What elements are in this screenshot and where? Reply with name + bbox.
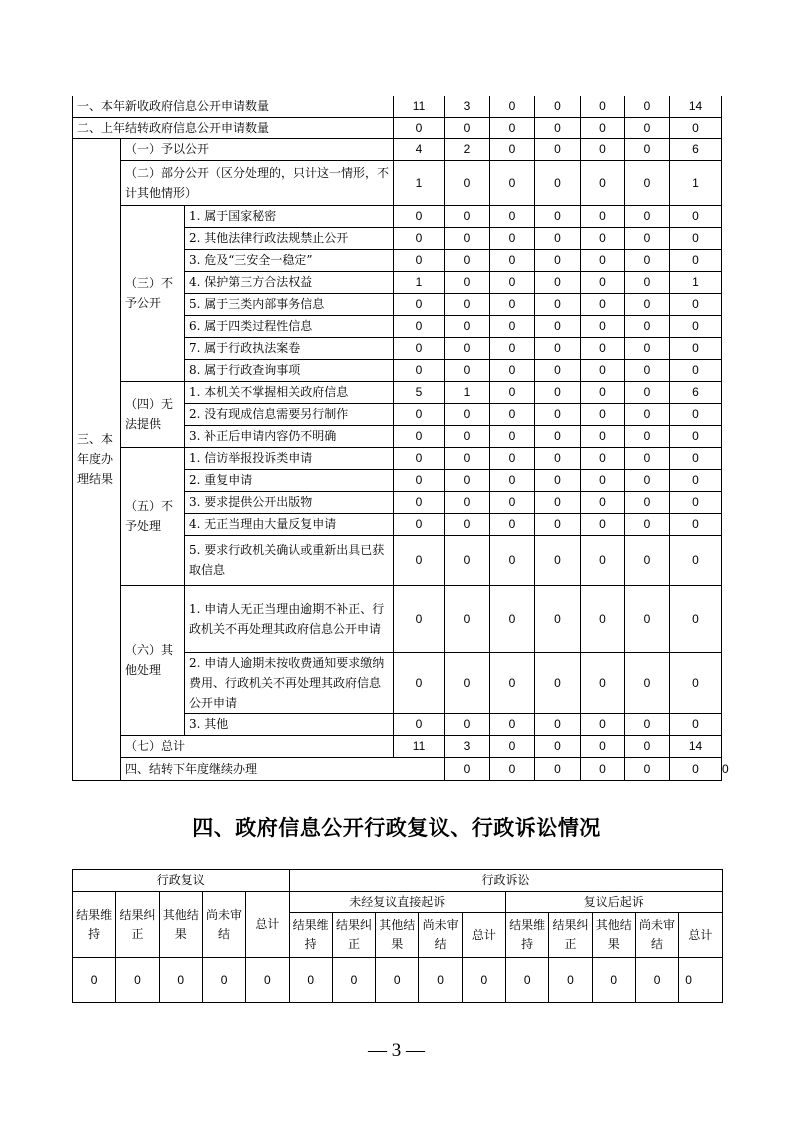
value-cell: 0	[490, 160, 535, 205]
value-cell: 0	[581, 652, 625, 713]
value-cell: 0	[670, 205, 722, 227]
value-cell: 0	[581, 513, 625, 535]
value-cell: 0	[625, 117, 670, 138]
table-row	[73, 381, 722, 403]
value-cell: 1	[670, 160, 722, 205]
value-cell: 0	[445, 337, 490, 359]
after-col-3: 尚未审结	[635, 913, 678, 958]
after-value: 0	[506, 958, 549, 1003]
value-cell: 0	[670, 315, 722, 337]
group2-label: （二）部分公开（区分处理的，只计这一情形，不计其他情形）	[121, 160, 394, 205]
value-cell: 0	[490, 315, 535, 337]
after-value: 0	[592, 958, 635, 1003]
value-cell: 0	[581, 271, 625, 293]
value-cell: 0	[625, 735, 670, 757]
value-cell: 0	[445, 585, 490, 652]
direct-col-3: 尚未审结	[419, 913, 462, 958]
value-cell: 0	[535, 757, 581, 780]
value-cell: 0	[581, 713, 625, 735]
group4-label: （四）无法提供	[121, 381, 185, 447]
section3-label: 三、本年度办理结果	[73, 138, 121, 780]
value-cell: 0	[535, 315, 581, 337]
value-cell: 0	[535, 491, 581, 513]
value-cell: 0	[625, 227, 670, 249]
page-number: — 3 —	[368, 1040, 425, 1061]
review-value: 0	[116, 958, 159, 1003]
value-cell: 4	[394, 138, 445, 160]
value-cell: 0	[445, 535, 490, 585]
value-cell: 0	[445, 425, 490, 447]
item-label: 1. 申请人无正当理由逾期不补正、行政机关不再处理其政府信息公开申请	[185, 585, 394, 652]
value-cell: 0	[625, 249, 670, 271]
value-cell: 0	[445, 117, 490, 138]
value-cell: 0	[625, 757, 670, 780]
value-cell: 0	[535, 513, 581, 535]
value-cell: 0	[535, 735, 581, 757]
after-review-header: 复议后起诉	[506, 892, 723, 913]
value-cell: 0	[581, 160, 625, 205]
review-col-1: 结果纠正	[116, 892, 159, 958]
table-row	[73, 735, 722, 757]
table-row	[73, 117, 722, 138]
item-label: 1. 本机关不掌握相关政府信息	[185, 381, 394, 403]
item-label: 4. 无正当理由大量反复申请	[185, 513, 394, 535]
value-cell: 0	[581, 205, 625, 227]
item-label: 2. 没有现成信息需要另行制作	[185, 403, 394, 425]
row-label: 一、本年新收政府信息公开申请数量	[73, 96, 394, 117]
value-cell: 0	[490, 469, 535, 491]
value-cell: 0	[490, 271, 535, 293]
value-cell: 0	[490, 757, 535, 780]
item-label: 1. 信访举报投诉类申请	[185, 447, 394, 469]
item-label: 3. 其他	[185, 713, 394, 735]
value-cell: 0	[394, 337, 445, 359]
value-cell: 0	[625, 585, 670, 652]
direct-value: 0	[332, 958, 375, 1003]
value-cell: 0	[490, 585, 535, 652]
value-cell: 0	[581, 117, 625, 138]
direct-col-0: 结果维持	[289, 913, 332, 958]
value-cell: 0	[535, 652, 581, 713]
value-cell: 0	[581, 138, 625, 160]
value-cell: 0	[394, 205, 445, 227]
value-cell: 0	[581, 735, 625, 757]
direct-col-4: 总计	[462, 913, 505, 958]
value-cell: 0	[535, 713, 581, 735]
item-label: 6. 属于四类过程性信息	[185, 315, 394, 337]
value-cell: 0	[625, 337, 670, 359]
value-cell: 0	[445, 403, 490, 425]
value-cell: 0	[670, 117, 722, 138]
value-cell: 0	[445, 469, 490, 491]
value-cell: 0	[394, 469, 445, 491]
review-value: 0	[202, 958, 245, 1003]
value-cell: 0	[394, 359, 445, 381]
value-cell: 0	[581, 315, 625, 337]
value-cell: 0	[535, 293, 581, 315]
review-value: 0	[73, 958, 116, 1003]
value-cell: 0	[490, 337, 535, 359]
value-cell: 0	[445, 227, 490, 249]
value-cell: 0	[581, 491, 625, 513]
value-cell: 0	[625, 535, 670, 585]
group1-label: （一）予以公开	[121, 138, 394, 160]
value-cell: 0	[445, 757, 490, 780]
direct-col-2: 其他结果	[376, 913, 419, 958]
section-heading: 四、政府信息公开行政复议、行政诉讼情况	[192, 816, 601, 840]
value-cell: 0	[445, 359, 490, 381]
value-cell: 6	[670, 138, 722, 160]
item-label: 3. 要求提供公开出版物	[185, 491, 394, 513]
value-cell: 0	[535, 381, 581, 403]
value-cell: 0	[581, 425, 625, 447]
value-cell: 0	[581, 359, 625, 381]
value-cell: 1	[670, 271, 722, 293]
value-cell: 0	[625, 160, 670, 205]
row4-label: 四、结转下年度继续办理	[121, 757, 445, 780]
value-cell: 0	[535, 359, 581, 381]
item-label: 3. 危及“三安全一稳定”	[185, 249, 394, 271]
value-cell: 0	[670, 469, 722, 491]
value-cell: 0	[581, 381, 625, 403]
value-cell: 0	[445, 271, 490, 293]
value-cell: 0	[535, 425, 581, 447]
value-cell: 0	[670, 513, 722, 535]
value-cell: 0	[535, 117, 581, 138]
value-cell: 0	[394, 293, 445, 315]
review-col-3: 尚未审结	[202, 892, 245, 958]
review-value: 0	[159, 958, 202, 1003]
value-cell: 0	[394, 585, 445, 652]
value-cell: 0	[581, 249, 625, 271]
value-cell: 0	[445, 447, 490, 469]
table-row	[73, 138, 722, 160]
value-cell: 11	[394, 735, 445, 757]
value-cell: 0	[581, 403, 625, 425]
value-cell: 6	[670, 381, 722, 403]
value-cell: 0	[445, 513, 490, 535]
value-cell: 0	[535, 271, 581, 293]
value-cell: 0	[625, 469, 670, 491]
item-label: 2. 其他法律行政法规禁止公开	[185, 227, 394, 249]
group3-label: （三）不予公开	[121, 205, 185, 381]
value-cell: 0	[670, 713, 722, 735]
value-cell: 0	[625, 138, 670, 160]
direct-value: 0	[376, 958, 419, 1003]
value-cell: 0	[535, 160, 581, 205]
item-label: 2. 重复申请	[185, 469, 394, 491]
item-label: 3. 补正后申请内容仍不明确	[185, 425, 394, 447]
value-cell: 0	[535, 447, 581, 469]
value-cell: 0	[581, 469, 625, 491]
value-cell: 0	[535, 138, 581, 160]
value-cell: 0	[394, 315, 445, 337]
after-col-2: 其他结果	[592, 913, 635, 958]
after-col-4: 总计	[679, 913, 722, 958]
table-row	[73, 205, 722, 227]
application-statistics-table	[72, 96, 729, 781]
value-cell: 0	[581, 337, 625, 359]
item-label: 7. 属于行政执法案卷	[185, 337, 394, 359]
value-cell: 0	[625, 713, 670, 735]
value-cell: 0	[535, 96, 581, 117]
table-row	[73, 958, 723, 1003]
value-cell: 0	[490, 205, 535, 227]
value-cell: 0	[625, 491, 670, 513]
value-cell: 0	[394, 513, 445, 535]
value-cell: 0	[625, 381, 670, 403]
value-cell: 0	[670, 491, 722, 513]
group5-label: （五）不予处理	[121, 447, 185, 585]
value-cell: 0	[394, 713, 445, 735]
item-label: 2. 申请人逾期未按收费通知要求缴纳费用、行政机关不再处理其政府信息公开申请	[185, 652, 394, 713]
value-cell: 0	[490, 117, 535, 138]
value-cell: 0	[490, 735, 535, 757]
direct-suit-header: 未经复议直接起诉	[289, 892, 505, 913]
value-cell: 0	[535, 249, 581, 271]
review-col-4: 总计	[246, 892, 289, 958]
direct-value: 0	[289, 958, 332, 1003]
value-cell: 0	[535, 585, 581, 652]
value-cell: 0	[394, 227, 445, 249]
value-cell: 0	[490, 425, 535, 447]
value-cell: 0	[445, 315, 490, 337]
value-cell: 1	[445, 381, 490, 403]
value-cell: 0	[625, 652, 670, 713]
item-label: 1. 属于国家秘密	[185, 205, 394, 227]
value-cell: 0	[535, 227, 581, 249]
value-cell: 0	[535, 403, 581, 425]
value-cell: 0	[490, 652, 535, 713]
after-value: 0	[679, 958, 722, 1003]
table-row: 四、结转下年度继续办理 0 0 0 0 0 0 0	[73, 757, 722, 780]
litigation-header: 行政诉讼	[289, 870, 722, 892]
value-cell: 14	[670, 735, 722, 757]
value-cell: 0	[535, 535, 581, 585]
value-cell: 0	[625, 403, 670, 425]
value-cell: 0	[670, 293, 722, 315]
value-cell: 0	[670, 652, 722, 713]
item-label: 5. 要求行政机关确认或重新出具已获取信息	[185, 535, 394, 585]
value-cell: 0	[490, 491, 535, 513]
after-col-1: 结果纠正	[549, 913, 592, 958]
value-cell: 0	[535, 469, 581, 491]
value-cell: 0	[625, 447, 670, 469]
value-cell: 0	[490, 447, 535, 469]
value-cell: 0	[670, 757, 722, 780]
value-cell: 0	[625, 271, 670, 293]
value-cell: 0	[445, 160, 490, 205]
value-cell: 0	[445, 293, 490, 315]
row-label: 二、上年结转政府信息公开申请数量	[73, 117, 394, 138]
value-cell: 11	[394, 96, 445, 117]
value-cell: 0	[670, 359, 722, 381]
value-cell: 0	[394, 652, 445, 713]
table-row	[73, 160, 722, 205]
value-cell: 0	[581, 757, 625, 780]
group7-label: （七）总计	[121, 735, 394, 757]
value-cell: 0	[394, 491, 445, 513]
value-cell: 0	[670, 447, 722, 469]
value-cell: 14	[670, 96, 722, 117]
value-cell: 0	[394, 117, 445, 138]
value-cell: 0	[394, 249, 445, 271]
value-cell: 0	[490, 535, 535, 585]
value-cell: 1	[394, 160, 445, 205]
value-cell: 0	[670, 403, 722, 425]
value-cell: 0	[490, 513, 535, 535]
item-label: 8. 属于行政查询事项	[185, 359, 394, 381]
table-row	[73, 96, 722, 117]
value-cell: 0	[490, 96, 535, 117]
value-cell: 0	[625, 96, 670, 117]
table-row	[73, 585, 722, 652]
item-label: 4. 保护第三方合法权益	[185, 271, 394, 293]
review-col-2: 其他结果	[159, 892, 202, 958]
value-cell: 0	[445, 205, 490, 227]
value-cell: 0	[670, 535, 722, 585]
item-label: 5. 属于三类内部事务信息	[185, 293, 394, 315]
after-col-0: 结果维持	[506, 913, 549, 958]
value-cell: 0	[625, 359, 670, 381]
value-cell: 0	[670, 227, 722, 249]
value-cell: 0	[394, 403, 445, 425]
review-col-0: 结果维持	[73, 892, 116, 958]
value-cell: 0	[581, 585, 625, 652]
value-cell: 0	[490, 138, 535, 160]
direct-value: 0	[462, 958, 505, 1003]
value-cell: 0	[490, 227, 535, 249]
value-cell: 0	[670, 585, 722, 652]
value-cell: 0	[625, 315, 670, 337]
review-value: 0	[246, 958, 289, 1003]
value-cell: 5	[394, 381, 445, 403]
value-cell: 0	[490, 403, 535, 425]
value-cell: 2	[445, 138, 490, 160]
value-cell: 0	[445, 249, 490, 271]
value-cell: 0	[445, 652, 490, 713]
value-cell: 0	[581, 447, 625, 469]
value-cell: 0	[490, 249, 535, 271]
value-cell: 0	[490, 293, 535, 315]
review-litigation-table	[72, 869, 723, 1003]
value-cell: 3	[445, 96, 490, 117]
value-cell: 0	[625, 205, 670, 227]
value-cell: 0	[445, 491, 490, 513]
value-cell: 0	[581, 293, 625, 315]
direct-col-1: 结果纠正	[332, 913, 375, 958]
value-cell: 0	[581, 96, 625, 117]
value-cell: 0	[394, 447, 445, 469]
value-cell: 0	[670, 425, 722, 447]
value-cell: 0	[581, 535, 625, 585]
value-cell: 3	[445, 735, 490, 757]
value-cell: 0	[490, 713, 535, 735]
review-header: 行政复议	[73, 870, 290, 892]
after-value: 0	[635, 958, 678, 1003]
value-cell: 0	[625, 425, 670, 447]
value-cell: 0	[535, 205, 581, 227]
value-cell: 0	[625, 513, 670, 535]
value-cell: 0	[445, 713, 490, 735]
value-cell: 0	[625, 293, 670, 315]
after-value: 0	[549, 958, 592, 1003]
table-row	[73, 447, 722, 469]
value-cell: 0	[581, 227, 625, 249]
value-cell: 0	[670, 249, 722, 271]
value-cell: 0	[535, 337, 581, 359]
value-cell: 0	[394, 425, 445, 447]
value-cell: 0	[394, 535, 445, 585]
value-cell: 1	[394, 271, 445, 293]
value-cell: 0	[490, 359, 535, 381]
group6-label: （六）其他处理	[121, 585, 185, 735]
direct-value: 0	[419, 958, 462, 1003]
value-cell: 0	[490, 381, 535, 403]
value-cell: 0	[670, 337, 722, 359]
